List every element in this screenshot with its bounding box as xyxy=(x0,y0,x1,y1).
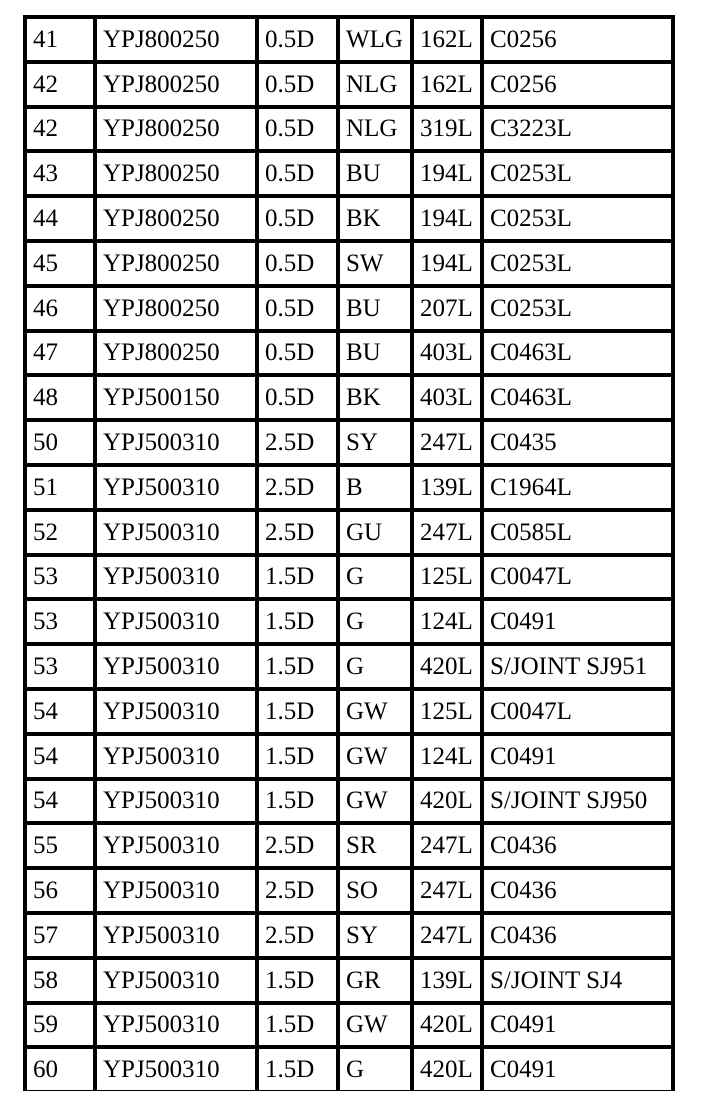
cell-part-number: YPJ500310 xyxy=(97,557,255,598)
table-row xyxy=(27,781,671,822)
cell-index: 54 xyxy=(27,781,93,822)
cell-color: SY xyxy=(340,422,410,463)
cell-length: 194L xyxy=(414,198,480,239)
cell-part-number: YPJ500310 xyxy=(97,781,255,822)
cell-size: 0.5D xyxy=(259,288,336,329)
cell-size: 1.5D xyxy=(259,960,336,1001)
cell-index: 53 xyxy=(27,601,93,642)
cell-part-number: YPJ800250 xyxy=(97,243,255,284)
cell-size: 2.5D xyxy=(259,422,336,463)
table-row xyxy=(27,467,671,508)
cell-length: 162L xyxy=(414,19,480,60)
cell-connector: C0436 xyxy=(484,915,671,956)
cell-size: 0.5D xyxy=(259,333,336,374)
cell-connector: C0253L xyxy=(484,243,671,284)
cell-color: BK xyxy=(340,377,410,418)
cell-color: GU xyxy=(340,512,410,553)
cell-connector: C0256 xyxy=(484,19,671,60)
table-row xyxy=(27,198,671,239)
cell-connector: C0253L xyxy=(484,288,671,329)
table-row xyxy=(27,960,671,1001)
cell-connector: C0491 xyxy=(484,1049,671,1090)
cell-part-number: YPJ800250 xyxy=(97,288,255,329)
table-row xyxy=(27,915,671,956)
cell-color: BK xyxy=(340,198,410,239)
cell-index: 42 xyxy=(27,109,93,150)
table-row xyxy=(27,288,671,329)
cell-index: 55 xyxy=(27,825,93,866)
cell-length: 207L xyxy=(414,288,480,329)
cell-size: 0.5D xyxy=(259,153,336,194)
table-row xyxy=(27,736,671,777)
cell-length: 124L xyxy=(414,601,480,642)
wire-table xyxy=(23,15,675,1094)
cell-part-number: YPJ500310 xyxy=(97,960,255,1001)
table-row xyxy=(27,64,671,105)
cell-length: 403L xyxy=(414,377,480,418)
cell-part-number: YPJ800250 xyxy=(97,333,255,374)
cell-size: 2.5D xyxy=(259,467,336,508)
table-row xyxy=(27,557,671,598)
cell-size: 0.5D xyxy=(259,243,336,284)
cell-connector: C1964L xyxy=(484,467,671,508)
table-row xyxy=(27,377,671,418)
cell-index: 41 xyxy=(27,19,93,60)
cell-index: 46 xyxy=(27,288,93,329)
cell-length: 139L xyxy=(414,467,480,508)
cell-color: SY xyxy=(340,915,410,956)
cell-size: 1.5D xyxy=(259,781,336,822)
cell-size: 0.5D xyxy=(259,198,336,239)
cell-connector: C0463L xyxy=(484,333,671,374)
cell-connector: C0256 xyxy=(484,64,671,105)
cell-connector: C0047L xyxy=(484,557,671,598)
table-body xyxy=(27,19,671,1090)
table-row xyxy=(27,1049,671,1090)
cell-color: SO xyxy=(340,870,410,911)
cell-color: GR xyxy=(340,960,410,1001)
cell-length: 247L xyxy=(414,512,480,553)
cell-part-number: YPJ500310 xyxy=(97,736,255,777)
cell-connector: C0435 xyxy=(484,422,671,463)
cell-index: 45 xyxy=(27,243,93,284)
cell-length: 139L xyxy=(414,960,480,1001)
cell-color: G xyxy=(340,646,410,687)
table-row xyxy=(27,825,671,866)
cell-part-number: YPJ800250 xyxy=(97,153,255,194)
cell-part-number: YPJ500310 xyxy=(97,646,255,687)
cell-index: 54 xyxy=(27,736,93,777)
cell-connector: C0253L xyxy=(484,153,671,194)
cell-length: 403L xyxy=(414,333,480,374)
cell-color: BU xyxy=(340,333,410,374)
table-row xyxy=(27,691,671,732)
cell-color: BU xyxy=(340,288,410,329)
cell-part-number: YPJ500310 xyxy=(97,512,255,553)
cell-length: 125L xyxy=(414,557,480,598)
cell-color: WLG xyxy=(340,19,410,60)
cell-index: 56 xyxy=(27,870,93,911)
cell-length: 125L xyxy=(414,691,480,732)
cell-color: SR xyxy=(340,825,410,866)
cell-length: 247L xyxy=(414,915,480,956)
cell-part-number: YPJ500310 xyxy=(97,467,255,508)
cell-part-number: YPJ500310 xyxy=(97,691,255,732)
cell-connector: C0491 xyxy=(484,601,671,642)
cell-color: SW xyxy=(340,243,410,284)
cell-part-number: YPJ500310 xyxy=(97,422,255,463)
cell-connector: C0436 xyxy=(484,825,671,866)
cell-connector: S/JOINT SJ4 xyxy=(484,960,671,1001)
table-row xyxy=(27,870,671,911)
table-row xyxy=(27,243,671,284)
cell-length: 247L xyxy=(414,825,480,866)
cell-index: 54 xyxy=(27,691,93,732)
cell-connector: C0585L xyxy=(484,512,671,553)
table-row xyxy=(27,646,671,687)
cell-part-number: YPJ800250 xyxy=(97,109,255,150)
cell-part-number: YPJ800250 xyxy=(97,19,255,60)
cell-size: 2.5D xyxy=(259,915,336,956)
cell-index: 60 xyxy=(27,1049,93,1090)
cell-color: BU xyxy=(340,153,410,194)
cell-size: 0.5D xyxy=(259,109,336,150)
cell-index: 53 xyxy=(27,646,93,687)
cell-part-number: YPJ500310 xyxy=(97,825,255,866)
cell-size: 2.5D xyxy=(259,512,336,553)
cell-length: 247L xyxy=(414,870,480,911)
cell-connector: C0491 xyxy=(484,1005,671,1046)
cell-index: 58 xyxy=(27,960,93,1001)
cell-index: 51 xyxy=(27,467,93,508)
cell-size: 0.5D xyxy=(259,64,336,105)
cell-size: 1.5D xyxy=(259,557,336,598)
cell-size: 1.5D xyxy=(259,601,336,642)
cell-color: G xyxy=(340,601,410,642)
cell-length: 124L xyxy=(414,736,480,777)
cell-connector: C0463L xyxy=(484,377,671,418)
cell-part-number: YPJ500150 xyxy=(97,377,255,418)
cell-part-number: YPJ500310 xyxy=(97,1049,255,1090)
cell-size: 1.5D xyxy=(259,691,336,732)
cell-index: 59 xyxy=(27,1005,93,1046)
cell-size: 1.5D xyxy=(259,736,336,777)
table-row xyxy=(27,512,671,553)
table-frame xyxy=(23,15,675,1091)
table-row xyxy=(27,422,671,463)
cell-size: 1.5D xyxy=(259,1049,336,1090)
cell-connector: C0436 xyxy=(484,870,671,911)
cell-connector: C0491 xyxy=(484,736,671,777)
cell-length: 420L xyxy=(414,781,480,822)
cell-size: 2.5D xyxy=(259,825,336,866)
cell-part-number: YPJ500310 xyxy=(97,1005,255,1046)
cell-index: 42 xyxy=(27,64,93,105)
cell-index: 47 xyxy=(27,333,93,374)
cell-color: NLG xyxy=(340,64,410,105)
table-row xyxy=(27,1005,671,1046)
table-row xyxy=(27,333,671,374)
cell-connector: C0047L xyxy=(484,691,671,732)
cell-size: 1.5D xyxy=(259,1005,336,1046)
cell-size: 2.5D xyxy=(259,870,336,911)
table-row xyxy=(27,601,671,642)
cell-part-number: YPJ500310 xyxy=(97,915,255,956)
cell-length: 162L xyxy=(414,64,480,105)
cell-length: 319L xyxy=(414,109,480,150)
cell-index: 48 xyxy=(27,377,93,418)
cell-color: NLG xyxy=(340,109,410,150)
cell-index: 52 xyxy=(27,512,93,553)
cell-index: 50 xyxy=(27,422,93,463)
cell-part-number: YPJ500310 xyxy=(97,870,255,911)
cell-length: 247L xyxy=(414,422,480,463)
cell-length: 194L xyxy=(414,243,480,284)
cell-size: 0.5D xyxy=(259,377,336,418)
cell-part-number: YPJ800250 xyxy=(97,198,255,239)
table-row xyxy=(27,109,671,150)
table-row xyxy=(27,19,671,60)
cell-length: 420L xyxy=(414,1049,480,1090)
cell-length: 420L xyxy=(414,646,480,687)
cell-connector: C0253L xyxy=(484,198,671,239)
cell-index: 44 xyxy=(27,198,93,239)
cell-connector: S/JOINT SJ951 xyxy=(484,646,671,687)
cell-connector: C3223L xyxy=(484,109,671,150)
cell-size: 0.5D xyxy=(259,19,336,60)
cell-color: G xyxy=(340,1049,410,1090)
table-row xyxy=(27,153,671,194)
cell-index: 43 xyxy=(27,153,93,194)
cell-index: 57 xyxy=(27,915,93,956)
cell-color: GW xyxy=(340,781,410,822)
cell-part-number: YPJ500310 xyxy=(97,601,255,642)
cell-size: 1.5D xyxy=(259,646,336,687)
cell-length: 194L xyxy=(414,153,480,194)
cell-color: GW xyxy=(340,1005,410,1046)
cell-connector: S/JOINT SJ950 xyxy=(484,781,671,822)
cell-part-number: YPJ800250 xyxy=(97,64,255,105)
cell-color: B xyxy=(340,467,410,508)
cell-length: 420L xyxy=(414,1005,480,1046)
cell-color: GW xyxy=(340,691,410,732)
cell-color: GW xyxy=(340,736,410,777)
cell-color: G xyxy=(340,557,410,598)
cell-index: 53 xyxy=(27,557,93,598)
